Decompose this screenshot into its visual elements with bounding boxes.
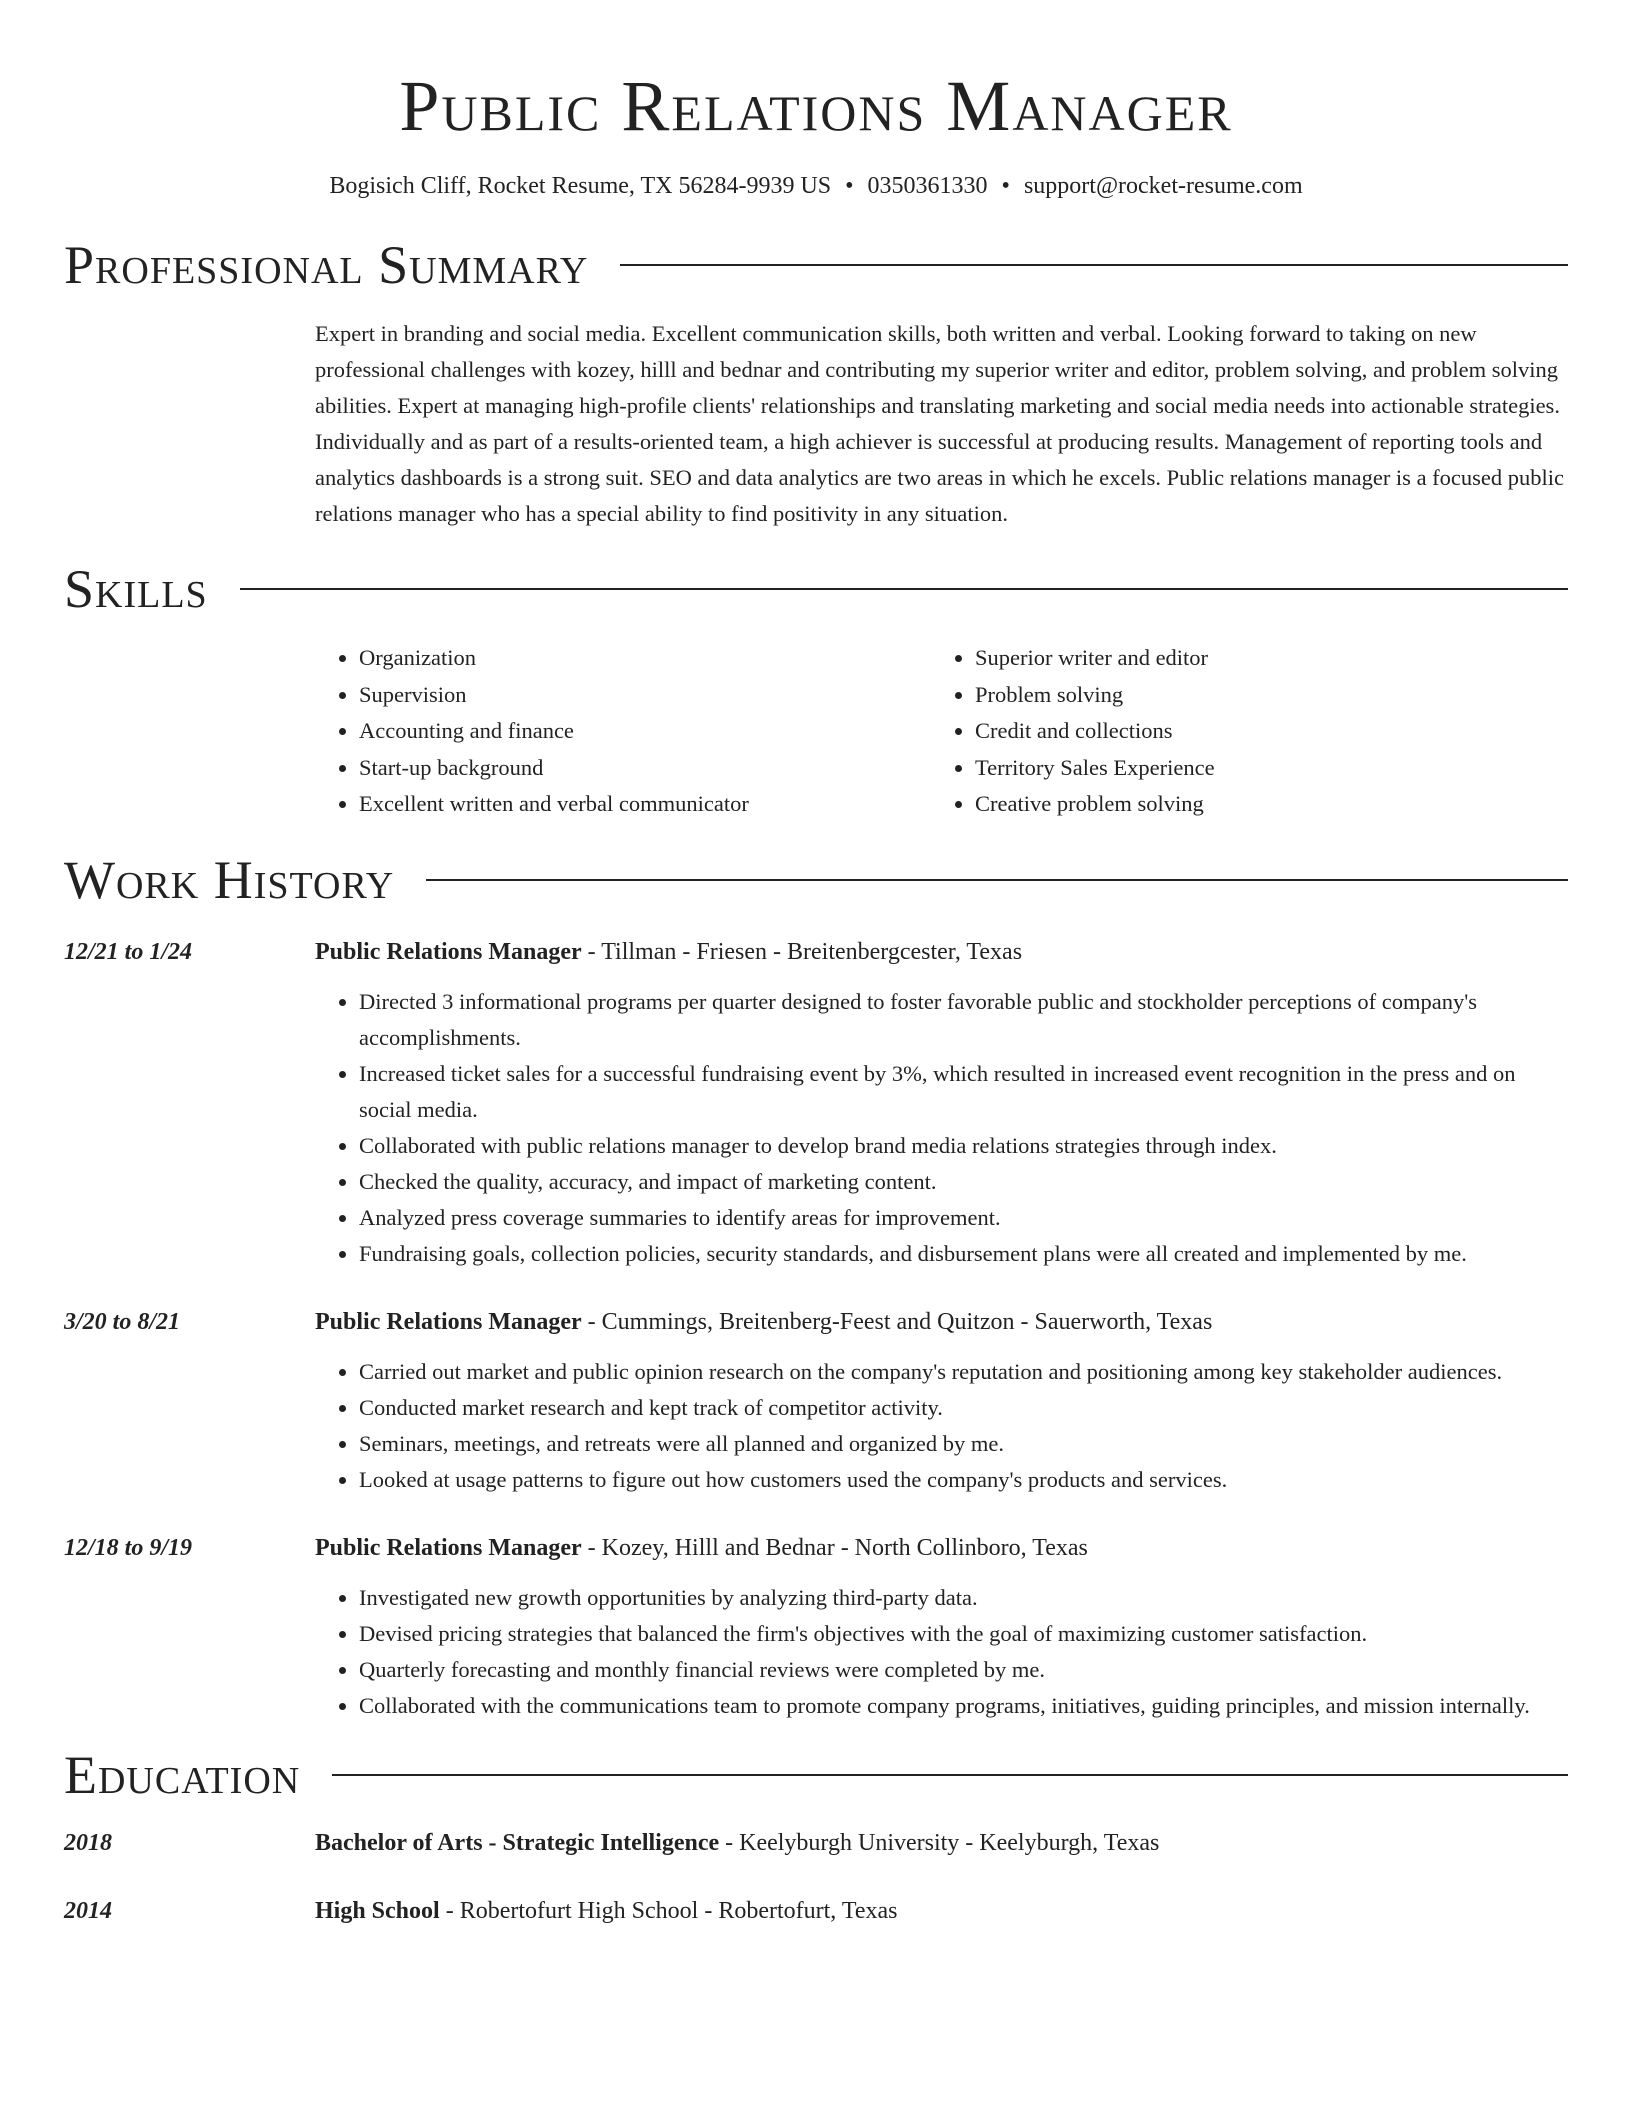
resume-page bbox=[64, 0, 1568, 1928]
work-heading: Work History bbox=[64, 849, 395, 910]
contact-email[interactable]: support@rocket-resume.com bbox=[1023, 173, 1303, 199]
skills-column-right bbox=[931, 640, 1215, 823]
job-entry bbox=[64, 1531, 1568, 1724]
job-bullet: • Quarterly forecasting and monthly financial reviews were completed by me. bbox=[359, 1652, 1568, 1688]
education-year: 2014 bbox=[64, 1897, 112, 1924]
skill-item: • Excellent written and verbal communicator bbox=[359, 786, 931, 823]
job-dates: 12/21 to 1/24 bbox=[64, 938, 193, 965]
section-divider bbox=[240, 588, 1568, 590]
work-history bbox=[64, 935, 1568, 1724]
job-title: Public Relations Manager bbox=[315, 938, 582, 965]
skills-list bbox=[315, 640, 1568, 823]
education-entry bbox=[64, 1894, 1568, 1928]
skill-item: • Credit and collections bbox=[975, 713, 1215, 750]
job-bullet: • Collaborated with the communications team to promote company programs, initiatives, guiding principles, and mission internally. bbox=[359, 1688, 1568, 1724]
education-body bbox=[315, 1826, 1568, 1860]
summary-text: Expert in branding and social media. Excellent communication skills, both written and verbal. Looking forward to taking on new professional challenges with kozey, hilll and bednar and contributing my superior writer and editor, problem solving, and problem solving abilities. Expert at managing high-profile clients' relationships and translating marketing and social media needs into actionable strategies. Individually and as part of a results-oriented team, a high achiever is successful at producing results. Management of reporting tools and analytics dashboards is a strong suit. SEO and data analytics are two areas in which he excels. Public relations manager is a focused public relations manager who has a special ability to find positivity in any situation. bbox=[315, 321, 1565, 526]
section-divider bbox=[332, 1774, 1568, 1776]
job-bullet: • Analyzed press coverage summaries to identify areas for improvement. bbox=[359, 1200, 1568, 1236]
contact-separator: • bbox=[1001, 173, 1010, 199]
job-bullet: • Investigated new growth opportunities by analyzing third-party data. bbox=[359, 1580, 1568, 1616]
job-body bbox=[315, 935, 1568, 1272]
job-header bbox=[315, 935, 1568, 969]
education-entry bbox=[64, 1826, 1568, 1860]
skills-section-header bbox=[64, 556, 1568, 622]
education-degree: High School bbox=[315, 1897, 440, 1924]
job-header bbox=[315, 1531, 1568, 1565]
education-degree: Bachelor of Arts - Strategic Intelligence bbox=[315, 1829, 720, 1856]
contact-separator: • bbox=[845, 173, 854, 199]
education-body bbox=[315, 1894, 1568, 1928]
job-entry bbox=[64, 1305, 1568, 1498]
job-bullet: • Increased ticket sales for a successful fundraising event by 3%, which resulted in increased event recognition in the press and on social media. bbox=[359, 1056, 1568, 1128]
job-title: Public Relations Manager bbox=[315, 1534, 582, 1561]
education-header bbox=[315, 1826, 1568, 1860]
education-list bbox=[64, 1826, 1568, 1928]
resume-title: Public Relations Manager bbox=[399, 66, 1233, 146]
skill-item: • Problem solving bbox=[975, 677, 1215, 714]
skills-heading: Skills bbox=[64, 559, 208, 619]
education-details: - Keelyburgh University - Keelyburgh, Texas bbox=[719, 1829, 1160, 1856]
job-bullets bbox=[315, 1580, 1568, 1724]
job-dates: 12/18 to 9/19 bbox=[64, 1534, 193, 1561]
job-body bbox=[315, 1531, 1568, 1724]
job-bullet: • Directed 3 informational programs per quarter designed to foster favorable public and stockholder perceptions of company's accomplishments. bbox=[359, 984, 1568, 1056]
skill-item: • Accounting and finance bbox=[359, 713, 931, 750]
job-entry bbox=[64, 935, 1568, 1272]
skill-item: • Territory Sales Experience bbox=[975, 750, 1215, 787]
skill-item: • Creative problem solving bbox=[975, 786, 1215, 823]
education-year: 2018 bbox=[64, 1829, 112, 1856]
contact-address: Bogisich Cliff, Rocket Resume, TX 56284-9939 US bbox=[329, 173, 832, 199]
job-bullet: • Fundraising goals, collection policies, security standards, and disbursement plans were all created and implemented by me. bbox=[359, 1236, 1568, 1272]
job-details: - Cummings, Breitenberg-Feest and Quitzon - Sauerworth, Texas bbox=[581, 1308, 1213, 1335]
job-bullet: • Collaborated with public relations manager to develop brand media relations strategies through index. bbox=[359, 1128, 1568, 1164]
education-header bbox=[315, 1894, 1568, 1928]
job-details: - Tillman - Friesen - Breitenbergcester, Texas bbox=[581, 938, 1023, 965]
job-title: Public Relations Manager bbox=[315, 1308, 582, 1335]
summary-section-header bbox=[64, 232, 1568, 298]
job-header bbox=[315, 1305, 1568, 1339]
job-details: - Kozey, Hilll and Bednar - North Collinboro, Texas bbox=[581, 1534, 1088, 1561]
job-bullet: • Checked the quality, accuracy, and impact of marketing content. bbox=[359, 1164, 1568, 1200]
job-bullet: • Looked at usage patterns to figure out how customers used the company's products and services. bbox=[359, 1462, 1568, 1498]
job-bullet: • Devised pricing strategies that balanced the firm's objectives with the goal of maximizing customer satisfaction. bbox=[359, 1616, 1568, 1652]
job-bullet: • Seminars, meetings, and retreats were all planned and organized by me. bbox=[359, 1426, 1568, 1462]
skill-item: • Superior writer and editor bbox=[975, 640, 1215, 677]
contact-line bbox=[64, 170, 1568, 202]
skills-column-left bbox=[315, 640, 931, 823]
education-section-header bbox=[64, 1742, 1568, 1808]
work-section-header bbox=[64, 847, 1568, 913]
job-dates: 3/20 to 8/21 bbox=[64, 1308, 181, 1335]
summary-heading: Professional Summary bbox=[64, 235, 589, 295]
skill-item: • Start-up background bbox=[359, 750, 931, 787]
section-divider bbox=[426, 879, 1568, 881]
job-body bbox=[315, 1305, 1568, 1498]
contact-phone: 0350361330 bbox=[867, 173, 988, 199]
section-divider bbox=[620, 264, 1568, 266]
job-bullets bbox=[315, 984, 1568, 1272]
skill-item: • Organization bbox=[359, 640, 931, 677]
job-bullets bbox=[315, 1354, 1568, 1498]
education-heading: Education bbox=[64, 1744, 301, 1805]
skill-item: • Supervision bbox=[359, 677, 931, 714]
job-bullet: • Conducted market research and kept track of competitor activity. bbox=[359, 1390, 1568, 1426]
job-bullet: • Carried out market and public opinion research on the company's reputation and positioning among key stakeholder audiences. bbox=[359, 1354, 1568, 1390]
education-details: - Robertofurt High School - Robertofurt, Texas bbox=[439, 1897, 898, 1924]
